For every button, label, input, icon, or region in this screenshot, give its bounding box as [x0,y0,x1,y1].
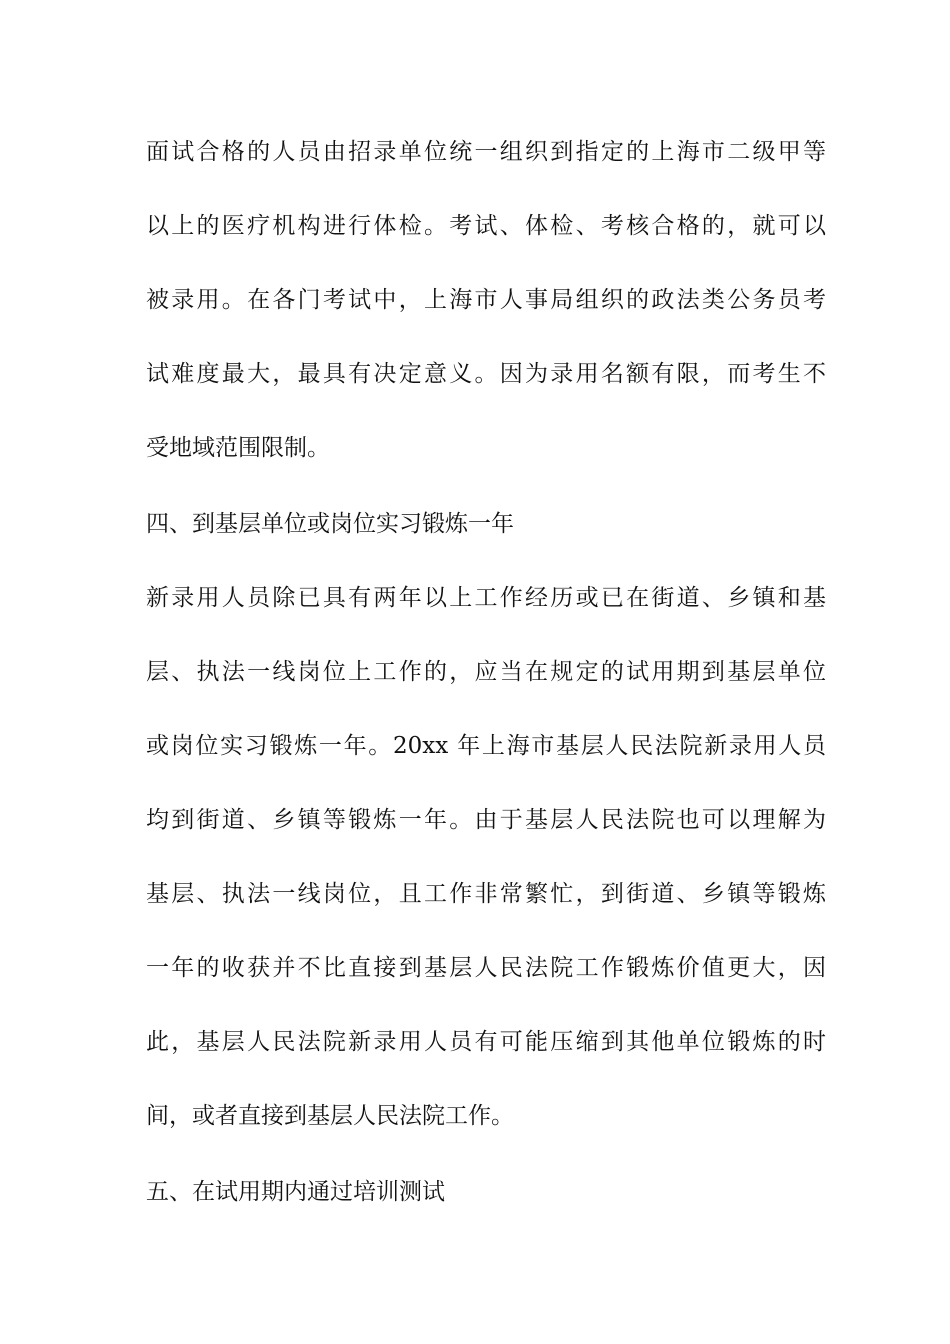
paragraph-line: 面试合格的人员由招录单位统一组织到指定的上海市二级甲等 [146,139,826,165]
paragraph-line: 一年的收获并不比直接到基层人民法院工作锻炼价值更大，因 [146,955,826,981]
paragraph-line: 层、执法一线岗位上工作的，应当在规定的试用期到基层单位 [146,659,826,685]
paragraph-line: 间，或者直接到基层人民法院工作。 [146,1103,514,1129]
paragraph-line: 以上的医疗机构进行体检。考试、体检、考核合格的，就可以 [146,213,826,239]
paragraph-line: 或岗位实习锻炼一年。20xx 年上海市基层人民法院新录用人员 [146,733,826,759]
paragraph-line: 基层、执法一线岗位，且工作非常繁忙，到街道、乡镇等锻炼 [146,881,826,907]
paragraph-line: 被录用。在各门考试中，上海市人事局组织的政法类公务员考 [146,287,826,313]
paragraph-line: 新录用人员除已具有两年以上工作经历或已在街道、乡镇和基 [146,585,826,611]
paragraph-line: 受地域范围限制。 [146,435,330,461]
paragraph-line: 此，基层人民法院新录用人员有可能压缩到其他单位锻炼的时 [146,1029,826,1055]
section-heading: 四、到基层单位或岗位实习锻炼一年 [146,511,514,537]
section-heading: 五、在试用期内通过培训测试 [146,1179,445,1205]
paragraph-line: 均到街道、乡镇等锻炼一年。由于基层人民法院也可以理解为 [146,807,826,833]
paragraph-line: 试难度最大，最具有决定意义。因为录用名额有限，而考生不 [146,361,826,387]
